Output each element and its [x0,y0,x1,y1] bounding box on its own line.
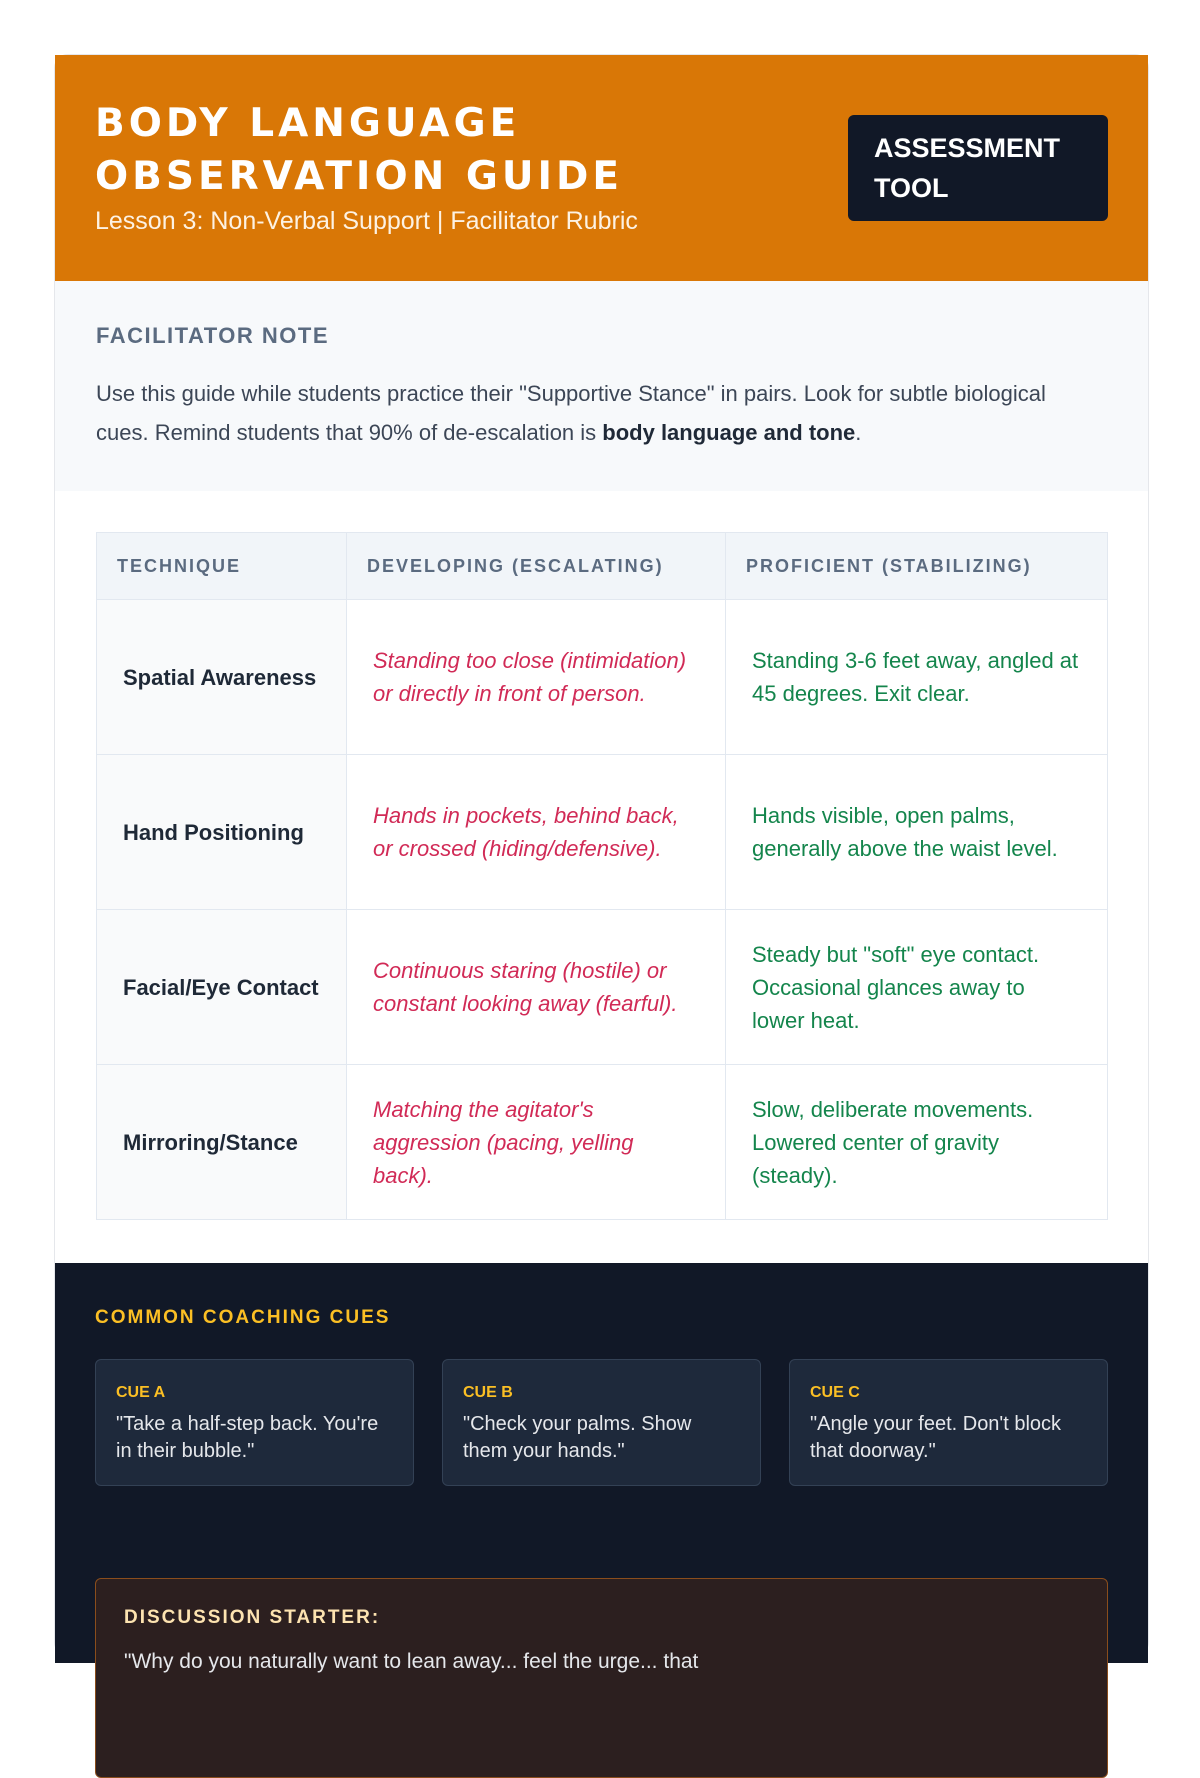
cue-label: CUE B [463,1384,513,1401]
header-proficient: PROFICIENT (STABILIZING) [726,533,1108,600]
coaching-section [55,1263,1148,1673]
note-text-end: . [855,420,862,445]
technique-cell: Mirroring/Stance [97,1065,347,1220]
cue-text: "Angle your feet. Don't block that doorway." [810,1413,1062,1462]
assessment-tool-badge: ASSESSMENT TOOL [848,115,1108,221]
note-text-bold: body language and tone [602,420,856,445]
table-row [97,755,1108,910]
rubric-header-row [97,533,1108,600]
table-row [97,910,1108,1065]
technique-cell: Spatial Awareness [97,600,347,755]
technique-cell: Facial/Eye Contact [97,910,347,1065]
cue-card-b [442,1359,761,1486]
facilitator-note-heading: FACILITATOR NOTE [96,323,329,348]
facilitator-note-body [96,374,1096,452]
coaching-cues-heading: COMMON COACHING CUES [95,1307,391,1328]
table-row [97,1065,1108,1220]
cue-text: "Take a half-step back. You're in their bubble." [116,1413,379,1462]
header-banner [55,55,1148,281]
header-technique: TECHNIQUE [97,533,347,600]
proficient-cell: Standing 3-6 feet away, angled at 45 degrees. Exit clear. [726,600,1108,755]
note-text-start: Use this guide while students practice their "Supportive Stance" in pairs. Look for subtle biological cues. Remind students that 90% of de-escalation is [96,381,1046,445]
cue-label: CUE A [116,1384,166,1401]
cue-label: CUE C [810,1384,860,1401]
header-developing: DEVELOPING (ESCALATING) [347,533,726,600]
table-row [97,600,1108,755]
proficient-cell: Slow, deliberate movements. Lowered center of gravity (steady). [726,1065,1108,1220]
cue-text: "Check your palms. Show them your hands." [463,1413,692,1462]
developing-cell: Standing too close (intimidation) or directly in front of person. [347,600,726,755]
guide-card [54,54,1149,1673]
discussion-starter [95,1578,1108,1778]
discussion-label: DISCUSSION STARTER: [124,1607,381,1628]
proficient-cell: Steady but "soft" eye contact. Occasional glances away to lower heat. [726,910,1108,1065]
developing-cell: Hands in pockets, behind back, or crossed (hiding/defensive). [347,755,726,910]
developing-cell: Continuous staring (hostile) or constant looking away (fearful). [347,910,726,1065]
proficient-cell: Hands visible, open palms, generally above the waist level. [726,755,1108,910]
discussion-text: "Why do you naturally want to lean away... feel the urge... that [124,1650,699,1673]
page-title: BODY LANGUAGE OBSERVATION GUIDE [95,101,624,199]
page-subtitle: Lesson 3: Non-Verbal Support | Facilitator Rubric [95,207,638,235]
rubric-table [96,532,1108,1220]
technique-cell: Hand Positioning [97,755,347,910]
cue-card-a [95,1359,414,1486]
developing-cell: Matching the agitator's aggression (pacing, yelling back). [347,1065,726,1220]
cue-card-c [789,1359,1108,1486]
facilitator-note [55,281,1148,491]
